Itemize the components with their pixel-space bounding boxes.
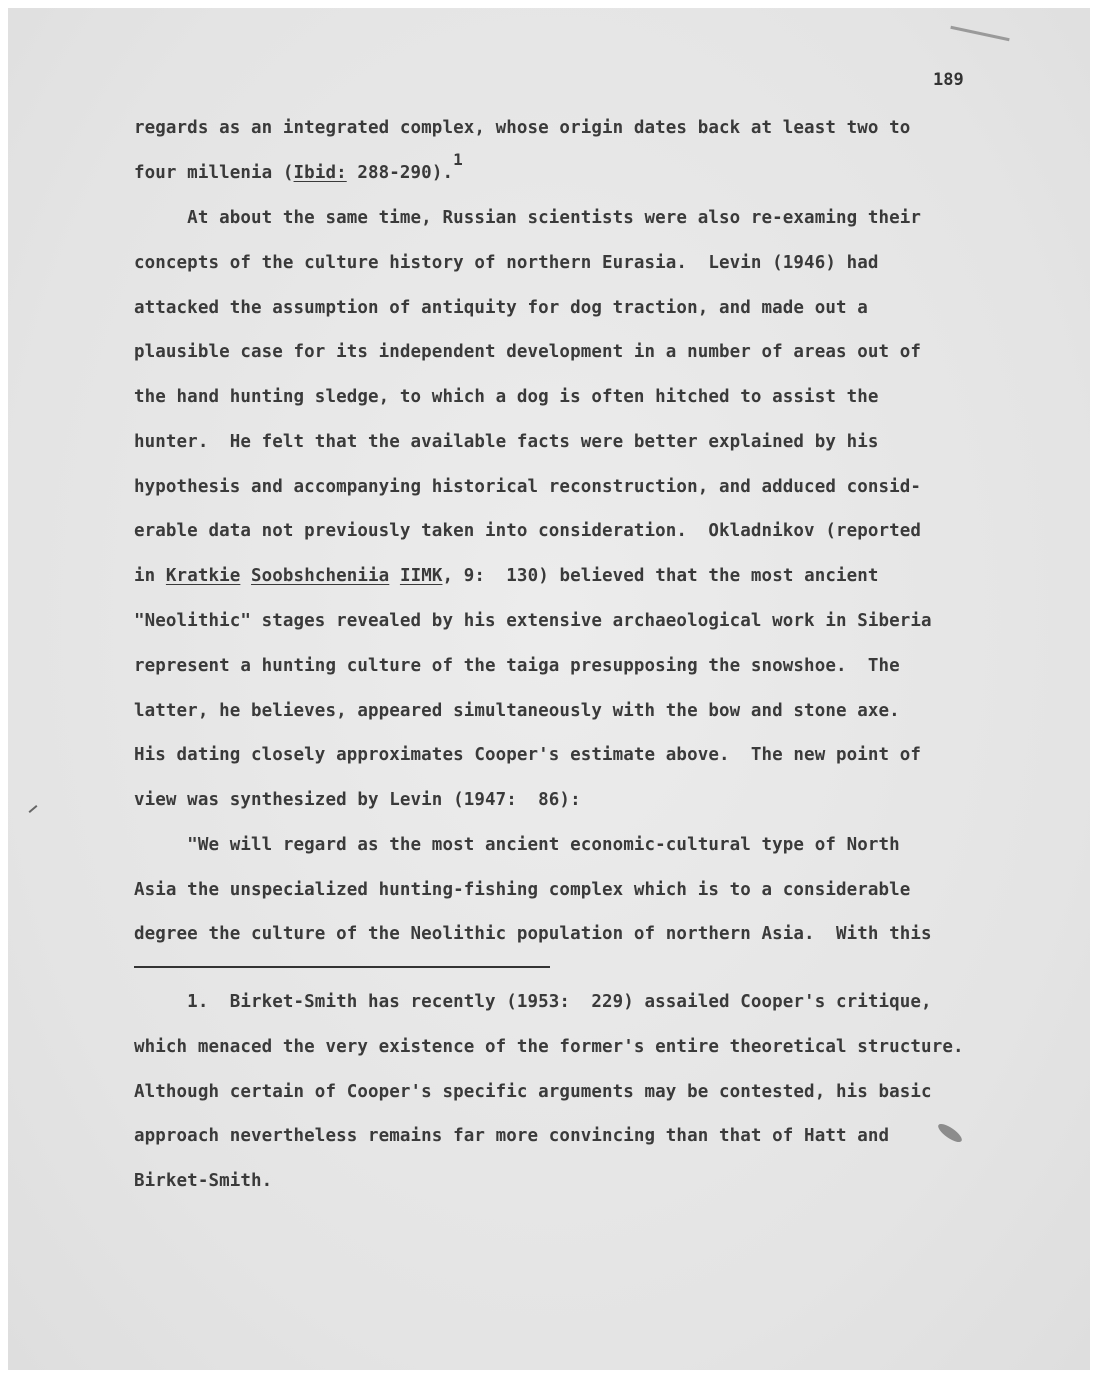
footnote-line-1: 1. Birket-Smith has recently (1953: 229) assailed Cooper's critique,	[134, 992, 932, 1012]
body-line-11-text: in	[134, 566, 166, 586]
body-line-3: At about the same time, Russian scientists were also re-examing their	[134, 208, 922, 228]
body-line-2-pages: 288-290).	[346, 163, 454, 183]
footnote-line-2: which menaced the very existence of the former's entire theoretical structure.	[134, 1037, 964, 1057]
journal-title-word-2: Soobshcheniia	[251, 566, 390, 586]
body-line-4: concepts of the culture history of northern Eurasia. Levin (1946) had	[134, 253, 879, 273]
footnote-line-3: Although certain of Cooper's specific arguments may be contested, his basic	[134, 1082, 932, 1102]
footnote-marker: 1	[453, 150, 463, 169]
body-line-9: hypothesis and accompanying historical reconstruction, and adduced consid-	[134, 477, 922, 497]
body-line-2-text: four millenia (	[134, 163, 294, 183]
body-line-16: view was synthesized by Levin (1947: 86):	[134, 790, 581, 810]
quote-line-3: degree the culture of the Neolithic population of northern Asia. With this	[134, 924, 932, 944]
body-line-12: "Neolithic" stages revealed by his extensive archaeological work in Siberia	[134, 611, 932, 631]
footnote-line-5: Birket-Smith.	[134, 1171, 273, 1191]
body-line-15: His dating closely approximates Cooper's estimate above. The new point of	[134, 745, 922, 765]
journal-title-word-1: Kratkie	[165, 566, 241, 586]
body-line-14: latter, he believes, appeared simultaneously with the bow and stone axe.	[134, 701, 900, 721]
body-line-5: attacked the assumption of antiquity for dog traction, and made out a	[134, 298, 868, 318]
quote-line-1: "We will regard as the most ancient economic-cultural type of North	[134, 835, 900, 855]
body-line-11	[134, 564, 879, 588]
body-line-10: erable data not previously taken into consideration. Okladnikov (reported	[134, 521, 922, 541]
body-line-11-rest: , 9: 130) believed that the most ancient	[442, 566, 879, 586]
body-line-13: represent a hunting culture of the taiga presupposing the snowshoe. The	[134, 656, 900, 676]
body-line-7: the hand hunting sledge, to which a dog is often hitched to assist the	[134, 387, 879, 407]
ibid-reference: Ibid:	[293, 163, 347, 183]
page-number: 189	[933, 70, 964, 90]
quote-line-2: Asia the unspecialized hunting-fishing complex which is to a considerable	[134, 880, 911, 900]
footnote-line-4: approach nevertheless remains far more convincing than that of Hatt and	[134, 1126, 890, 1146]
journal-title-word-3: IIMK	[399, 566, 443, 586]
body-line-6: plausible case for its independent development in a number of areas out of	[134, 342, 922, 362]
body-line-2	[134, 150, 463, 185]
body-line-1: regards as an integrated complex, whose origin dates back at least two to	[134, 118, 911, 138]
footnote-separator-rule	[134, 966, 550, 968]
body-line-8: hunter. He felt that the available facts were better explained by his	[134, 432, 879, 452]
